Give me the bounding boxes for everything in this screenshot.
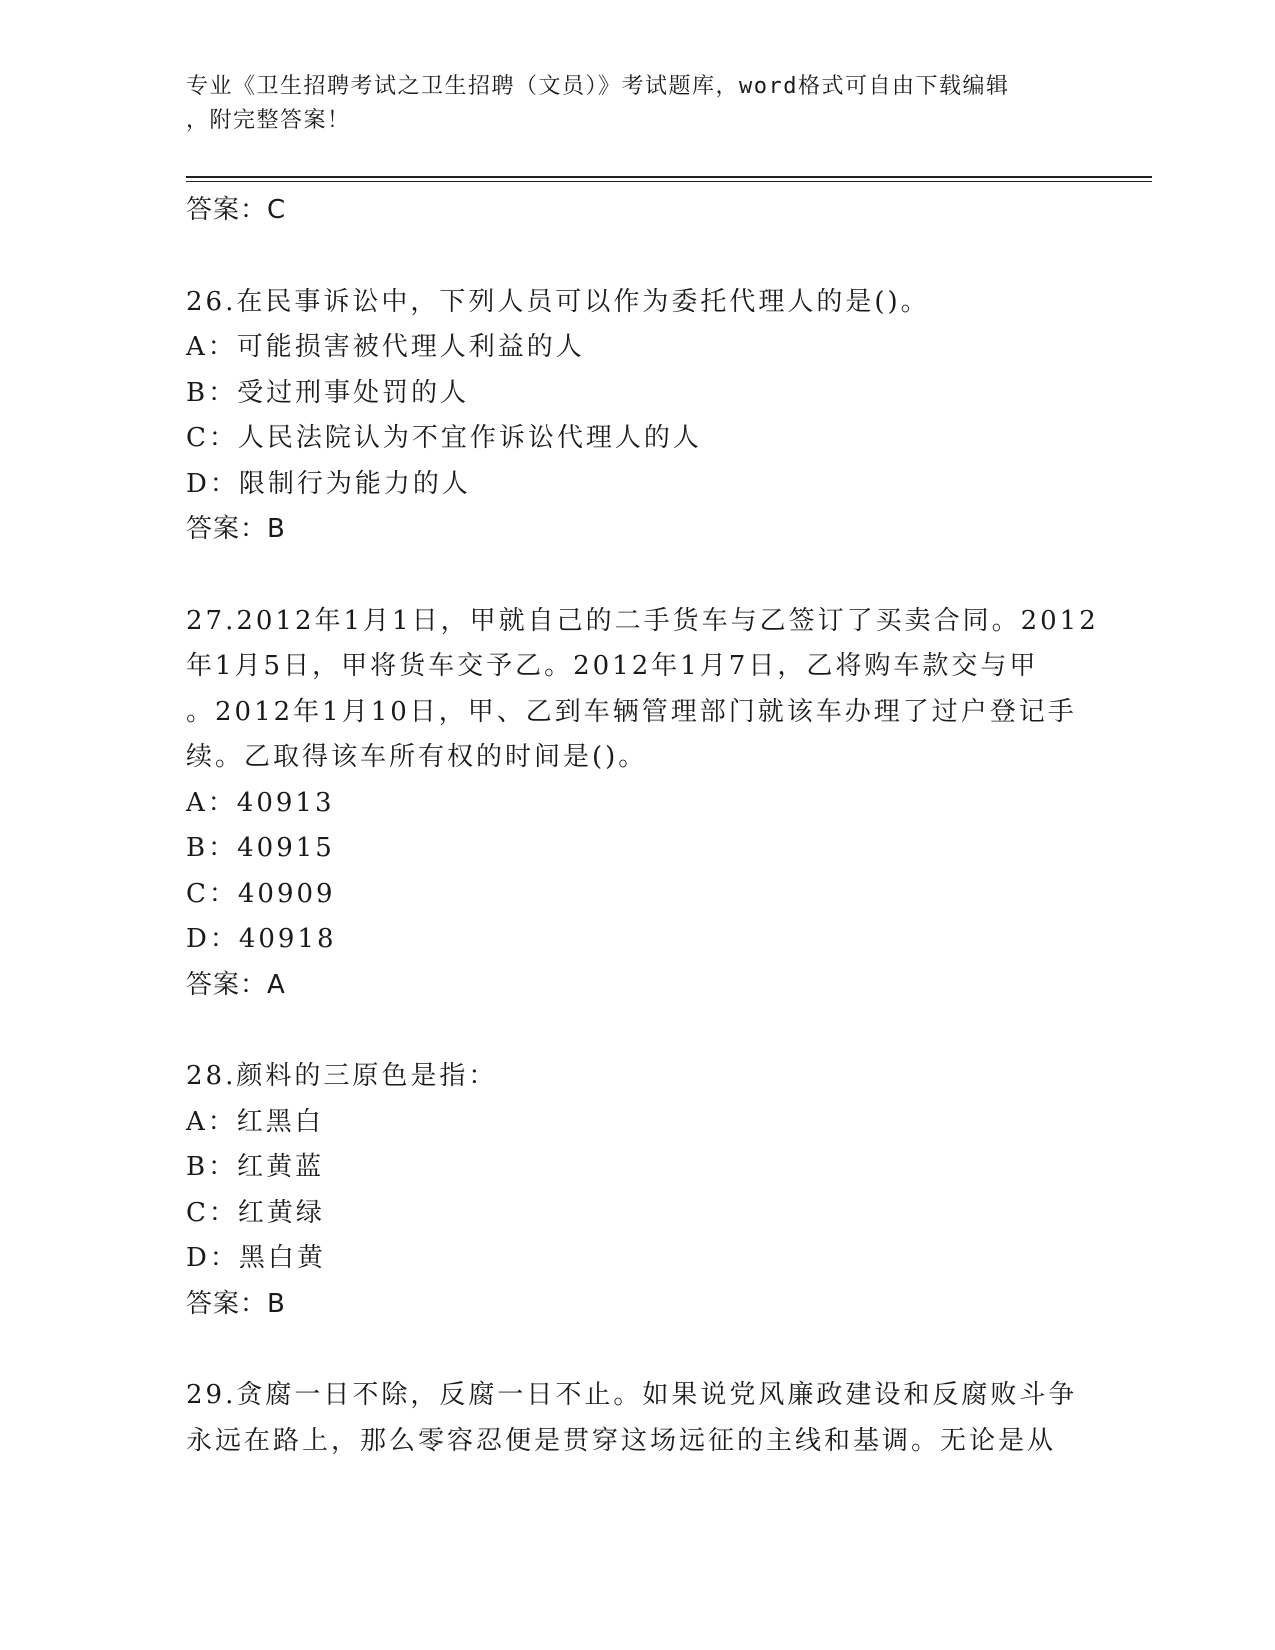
option-d: D：40918 (186, 924, 337, 954)
question-list (186, 188, 1099, 1464)
header-divider-thick (186, 176, 1152, 178)
spacer (186, 553, 1086, 599)
option-d: D：限制行为能力的人 (186, 468, 471, 499)
question-text: 28.颜料的三原色是指： (186, 1061, 498, 1091)
header-divider-thin (186, 181, 1152, 182)
option-a: A：40913 (186, 787, 335, 818)
question-text: 26.在民事诉讼中，下列人员可以作为委托代理人的是()。 (186, 286, 930, 317)
spacer (186, 1008, 1086, 1054)
option-b: B：40915 (186, 833, 335, 863)
question-text: 27.2012年1月1日，甲就自己的二手货车与乙签订了买卖合同。2012 (186, 605, 1099, 636)
question-text: 29.贪腐一日不除，反腐一日不止。如果说党风廉政建设和反腐败斗争 (186, 1380, 1078, 1410)
document-header (186, 70, 1066, 138)
answer: 答案：B (186, 1288, 286, 1319)
option-b: B：受过刑事处罚的人 (186, 377, 470, 408)
spacer (186, 1327, 1086, 1373)
header-line-1: 专业《卫生招聘考试之卫生招聘（文员）》考试题库，word格式可自由下载编辑 (186, 74, 1010, 99)
question-text: 永远在路上，那么零容忍便是贯穿这场远征的主线和基调。无论是从 (186, 1425, 1057, 1456)
answer: 答案：A (186, 969, 286, 1000)
question-text: 续。乙取得该车所有权的时间是()。 (186, 742, 648, 772)
spacer (186, 234, 1086, 280)
option-c: C：40909 (186, 878, 336, 909)
question-text: 年1月5日，甲将货车交予乙。2012年1月7日，乙将购车款交与甲 (186, 651, 1039, 681)
previous-answer: 答案：C (186, 195, 287, 225)
question-28 (186, 1054, 1086, 1327)
question-26 (186, 280, 1086, 553)
option-a: A：可能损害被代理人利益的人 (186, 332, 585, 362)
question-27 (186, 599, 1099, 1009)
question-29 (186, 1373, 1086, 1464)
option-c: C：红黄绿 (186, 1197, 325, 1228)
option-b: B：红黄蓝 (186, 1152, 325, 1182)
option-c: C：人民法院认为不宜作诉讼代理人的人 (186, 423, 702, 453)
option-d: D：黑白黄 (186, 1243, 326, 1273)
option-a: A：红黑白 (186, 1106, 324, 1137)
question-text: 。2012年1月10日，甲、乙到车辆管理部门就该车办理了过户登记手 (186, 696, 1077, 727)
header-line-2: ，附完整答案！ (186, 108, 351, 133)
answer: 答案：B (186, 514, 286, 544)
